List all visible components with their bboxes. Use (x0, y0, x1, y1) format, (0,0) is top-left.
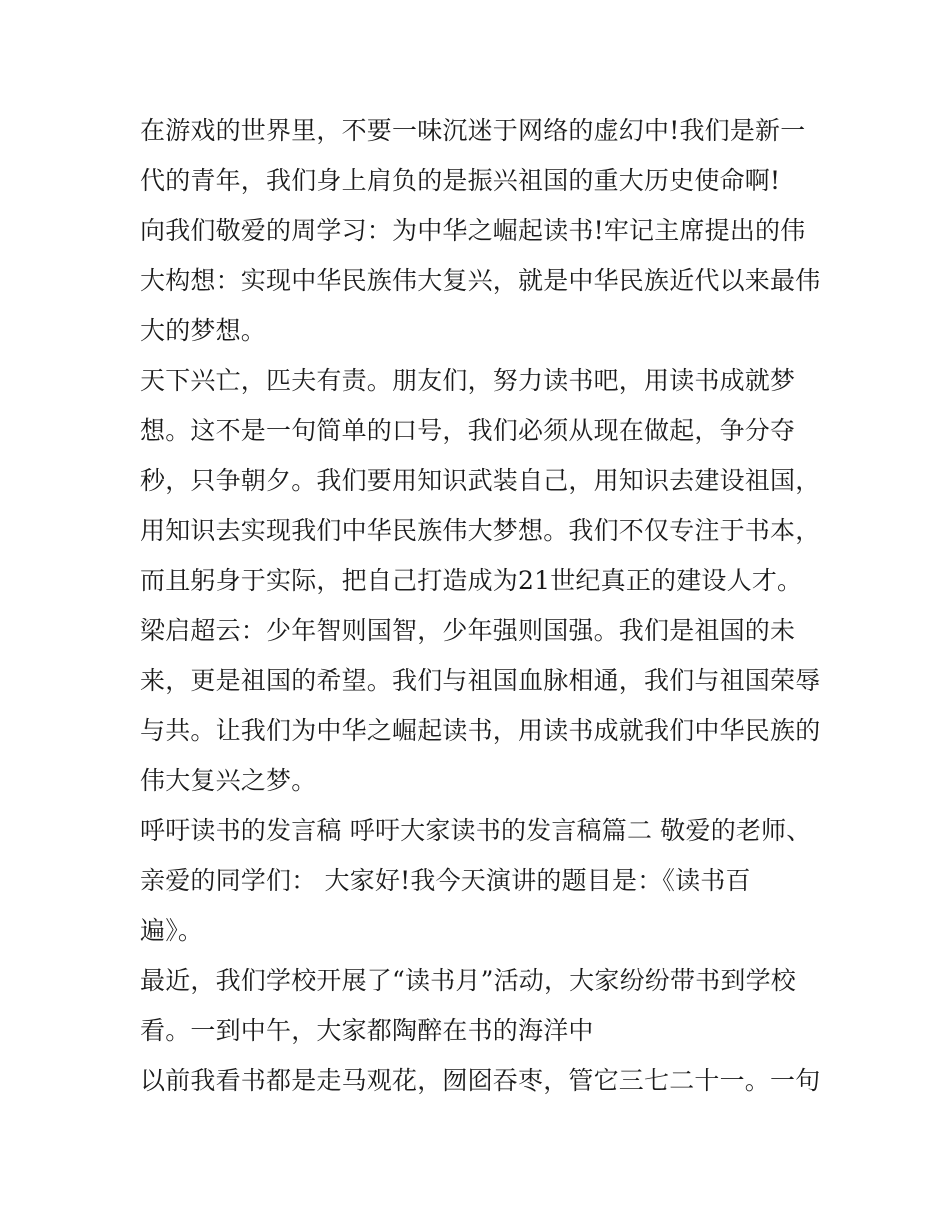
text-line: 用知识去实现我们中华民族伟大梦想。我们不仅专注于书本， (140, 516, 821, 545)
text-line: 最近，我们学校开展了“读书月”活动，大家纷纷带书到学校 (140, 966, 796, 995)
text-line: 大的梦想。 (140, 316, 267, 345)
text-line: 代的青年，我们身上肩负的是振兴祖国的重大历史使命啊! (140, 166, 781, 195)
text-line: 在游戏的世界里，不要一味沉迷于网络的虚幻中!我们是新一 (140, 116, 806, 145)
text-line: 向我们敬爱的周学习：为中华之崛起读书!牢记主席提出的伟 (140, 216, 806, 245)
text-line: 呼吁读书的发言稿 呼吁大家读书的发言稿篇二 敬爱的老师、 (140, 816, 812, 845)
text-line: 亲爱的同学们： 大家好!我今天演讲的题目是：《读书百 (140, 866, 751, 895)
text-line: 以前我看书都是走马观花，囫囵吞枣，管它三七二十一。一句 (140, 1066, 821, 1095)
text-line: 与共。让我们为中华之崛起读书，用读书成就我们中华民族的 (140, 716, 821, 745)
text-line: 天下兴亡，匹夫有责。朋友们，努力读书吧，用读书成就梦 (140, 366, 796, 395)
text-line: 秒，只争朝夕。我们要用知识武装自己，用知识去建设祖国， (140, 466, 821, 495)
text-line: 大构想：实现中华民族伟大复兴，就是中华民族近代以来最伟 (140, 266, 821, 295)
document-body (140, 106, 820, 1106)
text-line: 遍》。 (140, 916, 204, 945)
text-line: 想。这不是一句简单的口号，我们必须从现在做起，争分夺 (140, 416, 796, 445)
text-line: 而且躬身于实际，把自己打造成为21世纪真正的建设人才。 (140, 566, 803, 595)
text-line: 伟大复兴之梦。 (140, 766, 317, 795)
text-line: 看。一到中午，大家都陶醉在书的海洋中 (140, 1016, 594, 1045)
text-line: 来，更是祖国的希望。我们与祖国血脉相通，我们与祖国荣辱 (140, 666, 821, 695)
text-line: 梁启超云：少年智则国智，少年强则国强。我们是祖国的未 (140, 616, 796, 645)
